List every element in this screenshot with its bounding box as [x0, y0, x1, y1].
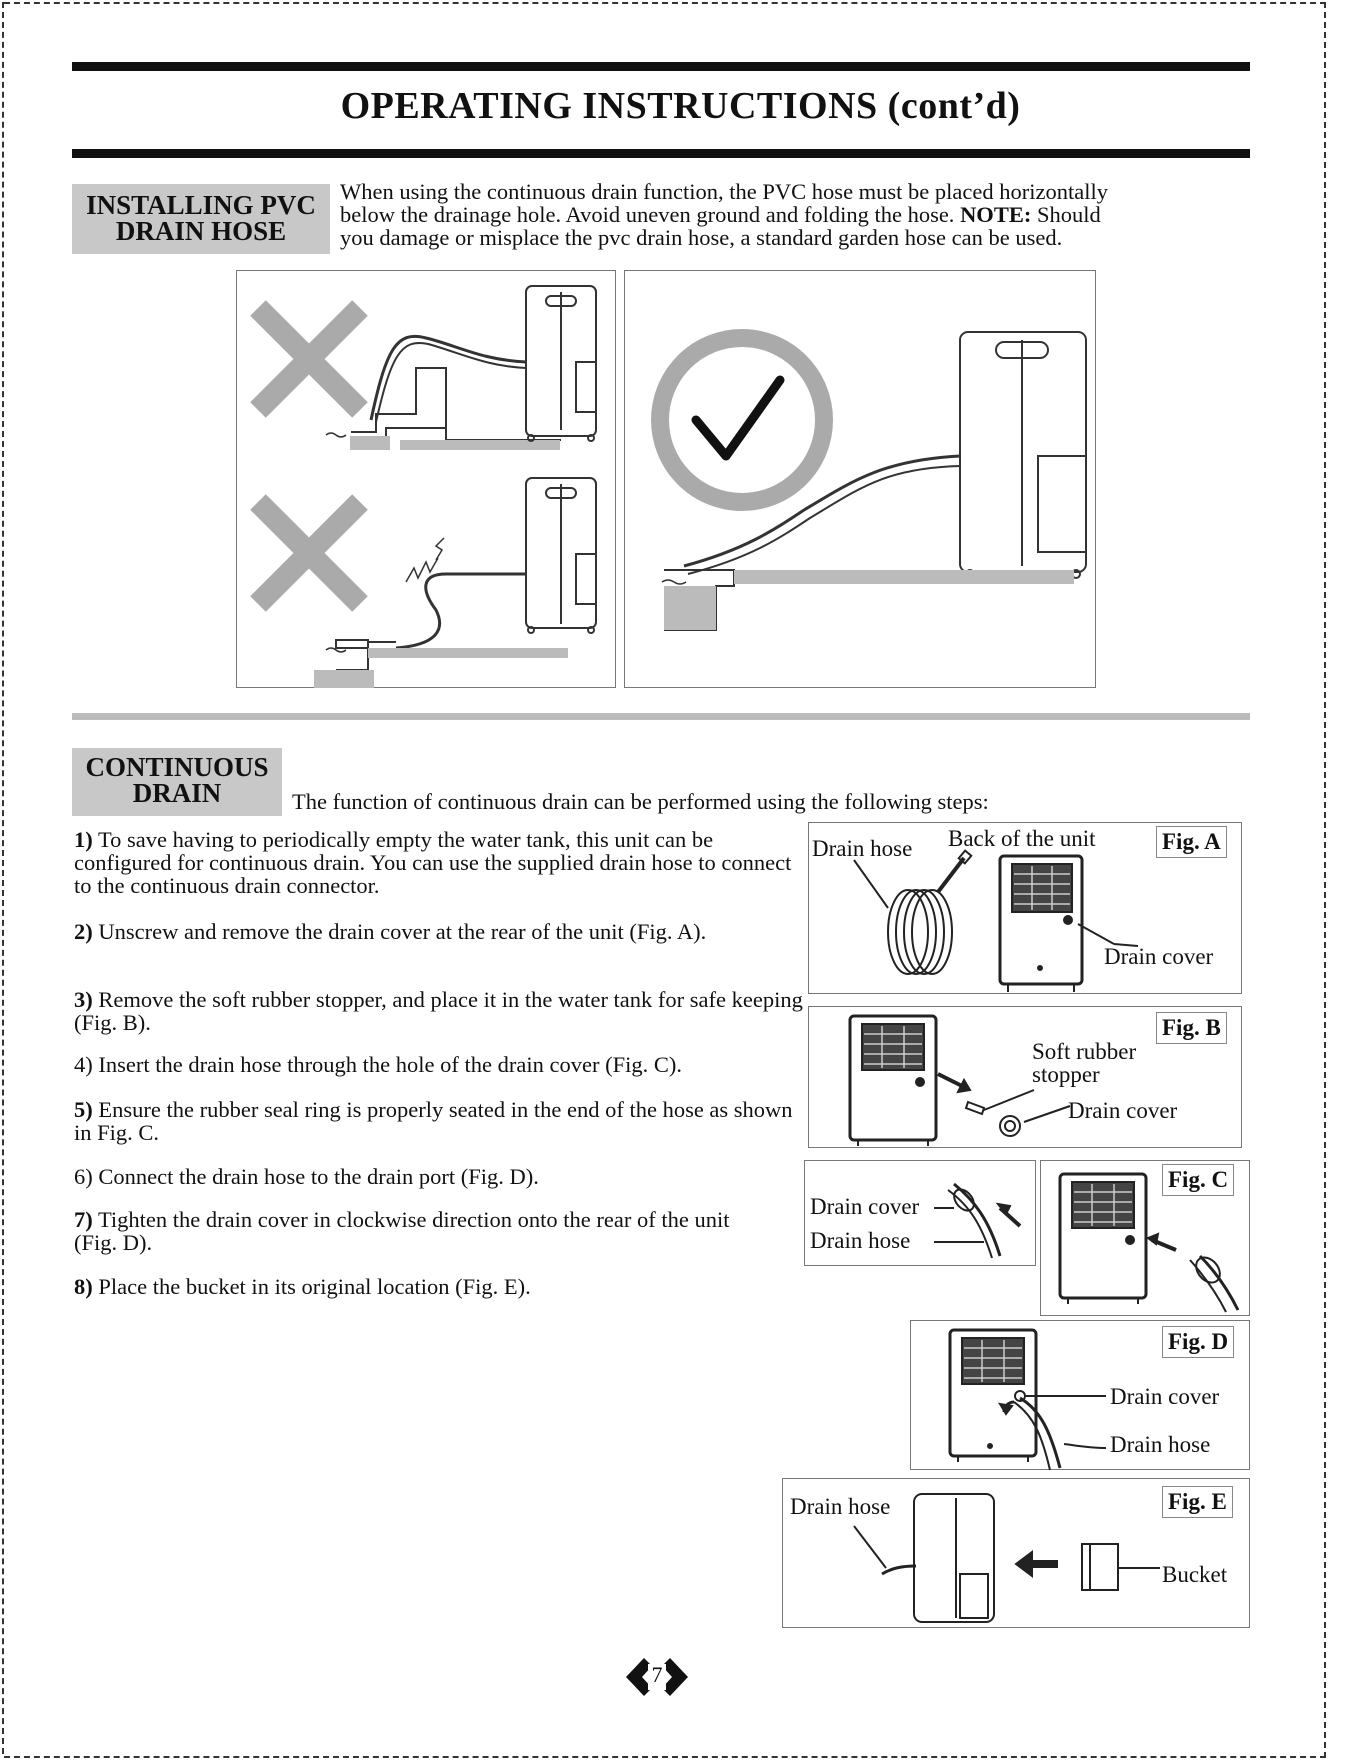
- step-7: 7) Tighten the drain cover in clockwise direction onto the rear of the unit (Fig. D).: [74, 1207, 730, 1255]
- step-4: 4) Insert the drain hose through the hole of the drain cover (Fig. C).: [74, 1052, 682, 1077]
- fig-c-drain-hose-label: Drain hose: [810, 1228, 911, 1253]
- header-rule-top: [72, 62, 1250, 71]
- header-rule-bottom: [72, 149, 1250, 158]
- fig-e-bucket-label: Bucket: [1162, 1562, 1228, 1587]
- installing-text-line3: you damage or misplace the pvc drain hose, a standard garden hose can be used.: [340, 225, 1063, 250]
- step-2: 2) Unscrew and remove the drain cover at the rear of the unit (Fig. A).: [74, 919, 707, 944]
- fig-a-drain-cover-label: Drain cover: [1104, 944, 1214, 969]
- checkmark-icon: [660, 338, 824, 502]
- continuous-label-line2: DRAIN: [132, 778, 222, 808]
- fig-a-back-of-unit-label: Back of the unit: [948, 826, 1096, 851]
- fig-d-drain-hose-label: Drain hose: [1110, 1432, 1211, 1457]
- continuous-intro: The function of continuous drain can be performed using the following steps:: [292, 789, 989, 814]
- wrong-x-icon: [258, 308, 360, 410]
- installing-label-line1: INSTALLING PVC: [86, 190, 316, 220]
- fig-c-illustration: [1040, 1160, 1250, 1316]
- page-title: OPERATING INSTRUCTIONS (cont’d): [340, 85, 1021, 127]
- step-5: 5) Ensure the rubber seal ring is properly seated in the end of the hose as shown in Fig. C.: [74, 1097, 793, 1145]
- step-6: 6) Connect the drain hose to the drain port (Fig. D).: [74, 1164, 539, 1189]
- fig-d-label: Fig. D: [1162, 1326, 1234, 1358]
- wrong-install-illustration: [236, 270, 616, 688]
- fig-a-label: Fig. A: [1156, 826, 1227, 858]
- step-8: 8) Place the bucket in its original location (Fig. E).: [74, 1274, 531, 1299]
- fig-b-stopper-label: Soft rubber stopper: [1032, 1039, 1137, 1087]
- fig-d-drain-cover-label: Drain cover: [1110, 1384, 1220, 1409]
- fig-e-drain-hose-label: Drain hose: [790, 1494, 891, 1519]
- section-divider: [72, 713, 1250, 720]
- installing-section-label: [72, 184, 330, 254]
- installing-text-line2: below the drainage hole. Avoid uneven ground and folding the hose. NOTE: Should: [340, 202, 1101, 227]
- continuous-label-line1: CONTINUOUS: [85, 752, 269, 782]
- fig-a-drain-hose-label: Drain hose: [812, 836, 913, 861]
- installing-text: [340, 180, 1250, 249]
- fig-c-left-illustration: [804, 1160, 1036, 1266]
- fig-a-illustration: [808, 822, 1242, 994]
- continuous-section-label: [72, 748, 282, 816]
- fig-e-label: Fig. E: [1162, 1486, 1233, 1518]
- fig-b-illustration: [808, 1006, 1242, 1148]
- fig-b-drain-cover-label: Drain cover: [1068, 1098, 1178, 1123]
- note-label: NOTE:: [960, 202, 1032, 227]
- wrong-x-icon: [258, 502, 360, 604]
- fig-b-label: Fig. B: [1156, 1012, 1227, 1044]
- fig-c-drain-cover-label: Drain cover: [810, 1194, 920, 1219]
- fig-d-illustration: [910, 1320, 1250, 1470]
- page-number: 7: [651, 1662, 663, 1687]
- step-3: 3) Remove the soft rubber stopper, and place it in the water tank for safe keeping (Fig. B).: [74, 987, 803, 1035]
- step-1: 1) To save having to periodically empty the water tank, this unit can be configured for continuous drain. You can use the supplied drain hose to connect to the continuous drain connector.: [74, 827, 792, 898]
- installing-label-line2: DRAIN HOSE: [115, 216, 287, 246]
- fig-c-label: Fig. C: [1162, 1164, 1234, 1196]
- correct-install-illustration: [624, 270, 1096, 688]
- installing-text-line1: When using the continuous drain function, the PVC hose must be placed horizontally: [340, 179, 1108, 204]
- fig-e-illustration: [782, 1478, 1250, 1628]
